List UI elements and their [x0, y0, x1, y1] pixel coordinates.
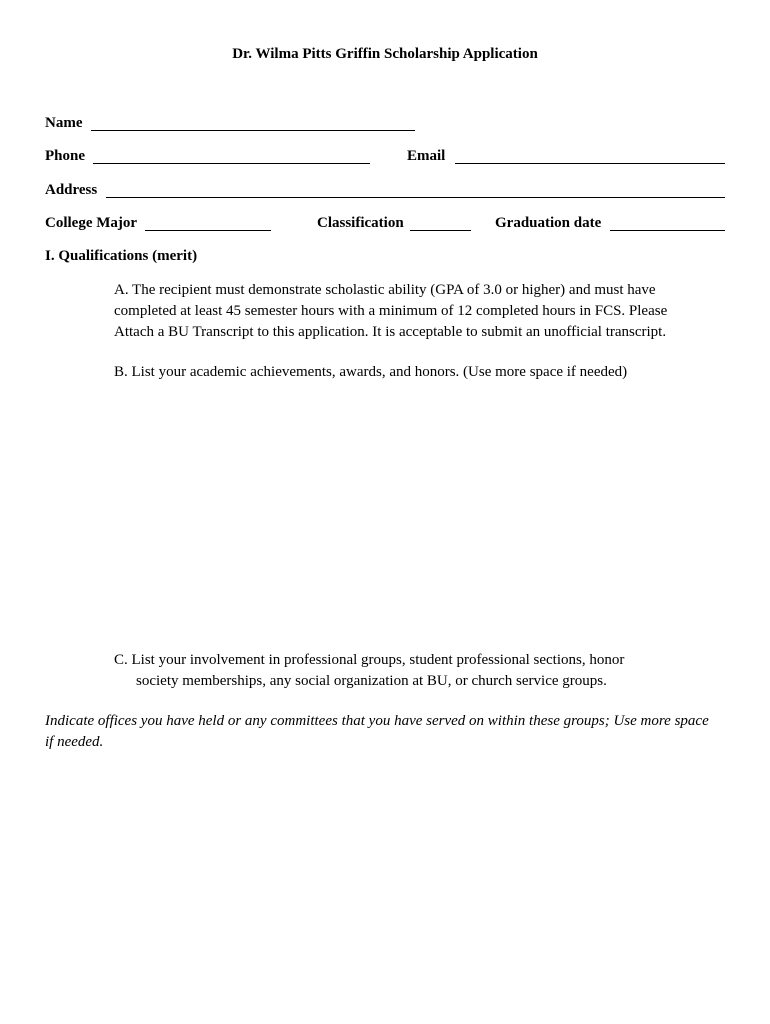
item-c-paragraph	[114, 650, 624, 692]
address-field[interactable]	[106, 197, 725, 198]
item-b-paragraph	[114, 362, 627, 383]
item-a-line-2: completed at least 45 semester hours with a minimum of 12 completed hours in FCS. Please	[114, 303, 668, 319]
email-label: Email	[407, 148, 446, 164]
item-c-line-2: society memberships, any social organization at BU, or church service groups.	[136, 673, 607, 689]
phone-field[interactable]	[93, 163, 370, 164]
phone-email-row	[45, 148, 725, 168]
item-a-line-1: A. The recipient must demonstrate scholastic ability (GPA of 3.0 or higher) and must have	[114, 282, 656, 298]
item-c-line-1: C. List your involvement in professional groups, student professional sections, honor	[114, 652, 625, 668]
item-b-line-1: B. List your academic achievements, awards, and honors. (Use more space if needed)	[114, 364, 628, 380]
instruction-note	[45, 711, 730, 753]
name-field[interactable]	[91, 130, 415, 131]
college-major-field[interactable]	[145, 230, 271, 231]
address-label: Address	[45, 182, 98, 198]
email-field[interactable]	[455, 163, 725, 164]
item-a-line-3: Attach a BU Transcript to this application. It is acceptable to submit an unofficial transcript.	[114, 324, 667, 340]
academic-info-row	[45, 215, 725, 235]
instruction-note-line-2: if needed.	[45, 734, 104, 750]
address-row	[45, 182, 725, 202]
graduation-date-label: Graduation date	[495, 215, 602, 231]
section-heading-qualifications: I. Qualifications (merit)	[45, 248, 198, 264]
name-label: Name	[45, 115, 83, 131]
item-a-paragraph	[114, 280, 667, 343]
classification-field[interactable]	[410, 230, 471, 231]
college-major-label: College Major	[45, 215, 138, 231]
graduation-date-field[interactable]	[610, 230, 725, 231]
phone-label: Phone	[45, 148, 86, 164]
classification-label: Classification	[317, 215, 404, 231]
name-row	[45, 115, 725, 135]
page-title: Dr. Wilma Pitts Griffin Scholarship Application	[232, 46, 538, 62]
instruction-note-line-1: Indicate offices you have held or any committees that you have served on within these groups; Use more space	[45, 713, 709, 729]
